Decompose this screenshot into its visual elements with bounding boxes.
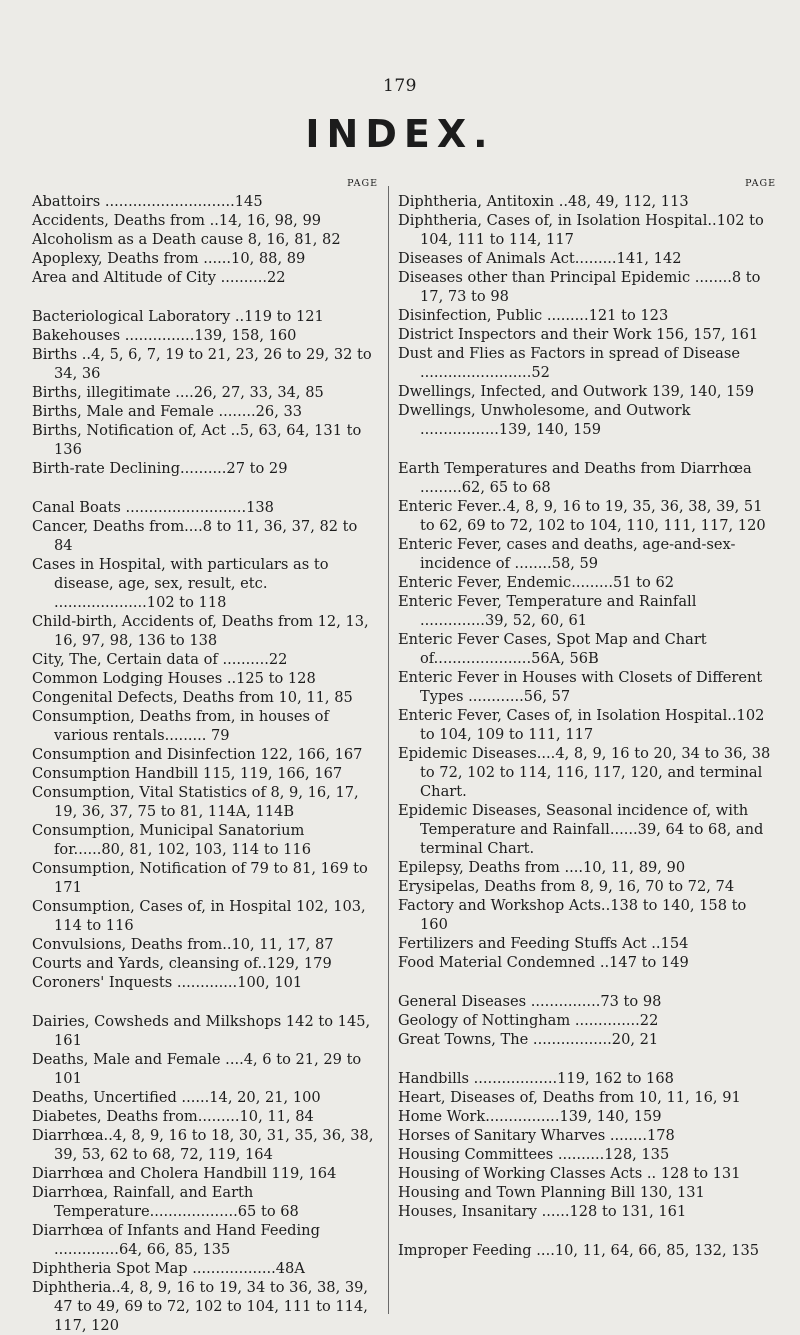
index-entry: Diphtheria, Cases of, in Isolation Hospital..102 to 104, 111 to 114, 117 xyxy=(398,212,764,248)
index-entry: Great Towns, The .................20, 21 xyxy=(398,1031,659,1048)
letter-group xyxy=(398,1241,776,1260)
letter-group-gap xyxy=(398,972,776,992)
letter-group-gap xyxy=(398,1049,776,1069)
letter-group-gap xyxy=(32,287,378,307)
index-entry: Births, Notification of, Act ..5, 63, 64, 131 to 136 xyxy=(32,422,362,458)
index-entry: Disinfection, Public .........121 to 123 xyxy=(398,307,669,324)
letter-group xyxy=(398,1069,776,1221)
letter-group xyxy=(32,192,378,287)
index-entry: Diarrhœa of Infants and Hand Feeding ..............64, 66, 85, 135 xyxy=(32,1222,320,1258)
index-entry: Housing of Working Classes Acts .. 128 to 131 xyxy=(398,1165,741,1182)
index-entry: City, The, Certain data of ..........22 xyxy=(32,651,288,668)
index-entry: Enteric Fever..4, 8, 9, 16 to 19, 35, 36, 38, 39, 51 to 62, 69 to 72, 102 to 104, 110, 111, 117, 120 xyxy=(398,498,766,534)
letter-group-gap xyxy=(32,478,378,498)
index-entry: Diseases of Animals Act.........141, 142 xyxy=(398,250,682,267)
index-entry: Horses of Sanitary Wharves ........178 xyxy=(398,1127,675,1144)
index-entry: Enteric Fever, cases and deaths, age-and-sex-incidence of ........58, 59 xyxy=(398,536,736,572)
index-entry: Dwellings, Infected, and Outwork 139, 140, 159 xyxy=(398,383,755,400)
index-entry: Housing Committees ..........128, 135 xyxy=(398,1146,670,1163)
letter-group-gap xyxy=(398,439,776,459)
index-entry: Factory and Workshop Acts..138 to 140, 158 to 160 xyxy=(398,897,747,933)
index-entry: Enteric Fever, Cases of, in Isolation Hospital..102 to 104, 109 to 111, 117 xyxy=(398,707,765,743)
index-entry: Diarrhœa..4, 8, 9, 16 to 18, 30, 31, 35, 36, 38, 39, 53, 62 to 68, 72, 119, 164 xyxy=(32,1127,374,1163)
page-number: 179 xyxy=(383,76,417,96)
index-entry: Handbills ..................119, 162 to 168 xyxy=(398,1070,674,1087)
index-entry: Improper Feeding ....10, 11, 64, 66, 85, 132, 135 xyxy=(398,1242,760,1259)
right-index-column xyxy=(398,178,776,1260)
left-index-column xyxy=(32,178,378,1335)
page-column-heading: PAGE xyxy=(745,178,776,189)
index-entry: Diarrhœa, Rainfall, and Earth Temperature...................65 to 68 xyxy=(32,1184,299,1220)
index-entry: Fertilizers and Feeding Stuffs Act ..154 xyxy=(398,935,689,952)
index-entry: Births ..4, 5, 6, 7, 19 to 21, 23, 26 to 29, 32 to 34, 36 xyxy=(32,346,372,382)
index-entry: Consumption, Municipal Sanatorium for......80, 81, 102, 103, 114 to 116 xyxy=(32,822,311,858)
index-entry: Enteric Fever, Endemic.........51 to 62 xyxy=(398,574,675,591)
index-entry: Diphtheria, Antitoxin ..48, 49, 112, 113 xyxy=(398,193,689,210)
index-entry: Dust and Flies as Factors in spread of Disease ........................52 xyxy=(398,345,740,381)
index-entry: Consumption, Notification of 79 to 81, 169 to 171 xyxy=(32,860,368,896)
right-entry-groups xyxy=(398,192,776,1260)
index-entry: Consumption, Cases of, in Hospital 102, 103, 114 to 116 xyxy=(32,898,366,934)
index-entry: Dairies, Cowsheds and Milkshops 142 to 145, 161 xyxy=(32,1013,371,1049)
index-entry: Enteric Fever Cases, Spot Map and Chart of.....................56A, 56B xyxy=(398,631,707,667)
index-entry: Epidemic Diseases....4, 8, 9, 16 to 20, 34 to 36, 38 to 72, 102 to 114, 116, 117, 120, and terminal Chart. xyxy=(398,745,771,800)
index-entry: Canal Boats ..........................138 xyxy=(32,499,274,516)
index-entry: Food Material Condemned ..147 to 149 xyxy=(398,954,689,971)
index-entry: Child-birth, Accidents of, Deaths from 12, 13, 16, 97, 98, 136 to 138 xyxy=(32,613,369,649)
column-divider xyxy=(388,186,389,1314)
letter-group-gap xyxy=(398,1221,776,1241)
index-entry: Courts and Yards, cleansing of..129, 179 xyxy=(32,955,332,972)
index-entry: Consumption Handbill 115, 119, 166, 167 xyxy=(32,765,343,782)
index-entry: Alcoholism as a Death cause 8, 16, 81, 82 xyxy=(32,231,341,248)
index-entry: Consumption and Disinfection 122, 166, 167 xyxy=(32,746,363,763)
letter-group xyxy=(32,307,378,478)
index-entry: Enteric Fever, Temperature and Rainfall ..............39, 52, 60, 61 xyxy=(398,593,697,629)
index-entry: Births, illegitimate ....26, 27, 33, 34, 85 xyxy=(32,384,324,401)
index-entry: Earth Temperatures and Deaths from Diarrhœa .........62, 65 to 68 xyxy=(398,460,752,496)
index-entry: Home Work................139, 140, 159 xyxy=(398,1108,662,1125)
index-entry: Diphtheria..4, 8, 9, 16 to 19, 34 to 36, 38, 39, 47 to 49, 69 to 72, 102 to 104, 111 to 114, 117, 120 xyxy=(32,1279,369,1334)
index-entry: Apoplexy, Deaths from ......10, 88, 89 xyxy=(32,250,306,267)
index-entry: Diphtheria Spot Map ..................48A xyxy=(32,1260,305,1277)
index-entry: Common Lodging Houses ..125 to 128 xyxy=(32,670,316,687)
index-title: INDEX. xyxy=(305,112,495,156)
letter-group xyxy=(398,992,776,1049)
index-entry: Diseases other than Principal Epidemic ........8 to 17, 73 to 98 xyxy=(398,269,761,305)
index-entry: Coroners' Inquests .............100, 101 xyxy=(32,974,303,991)
index-entry: Epilepsy, Deaths from ....10, 11, 89, 90 xyxy=(398,859,686,876)
index-entry: Accidents, Deaths from ..14, 16, 98, 99 xyxy=(32,212,322,229)
letter-group xyxy=(398,459,776,972)
index-entry: Convulsions, Deaths from..10, 11, 17, 87 xyxy=(32,936,334,953)
index-entry: Geology of Nottingham ..............22 xyxy=(398,1012,659,1029)
index-entry: Births, Male and Female ........26, 33 xyxy=(32,403,303,420)
index-entry: Consumption, Deaths from, in houses of various rentals......... 79 xyxy=(32,708,329,744)
index-entry: Deaths, Uncertified ......14, 20, 21, 100 xyxy=(32,1089,321,1106)
index-entry: District Inspectors and their Work 156, 157, 161 xyxy=(398,326,759,343)
index-entry: Consumption, Vital Statistics of 8, 9, 16, 17, 19, 36, 37, 75 to 81, 114A, 114B xyxy=(32,784,359,820)
index-entry: Diarrhœa and Cholera Handbill 119, 164 xyxy=(32,1165,337,1182)
index-entry: Erysipelas, Deaths from 8, 9, 16, 70 to 72, 74 xyxy=(398,878,735,895)
index-entry: Deaths, Male and Female ....4, 6 to 21, 29 to 101 xyxy=(32,1051,362,1087)
index-entry: Housing and Town Planning Bill 130, 131 xyxy=(398,1184,705,1201)
letter-group xyxy=(32,498,378,992)
index-entry: Diabetes, Deaths from.........10, 11, 84 xyxy=(32,1108,314,1125)
index-entry: Dwellings, Unwholesome, and Outwork .................139, 140, 159 xyxy=(398,402,691,438)
index-entry: Birth-rate Declining..........27 to 29 xyxy=(32,460,288,477)
index-entry: General Diseases ...............73 to 98 xyxy=(398,993,662,1010)
index-entry: Bakehouses ...............139, 158, 160 xyxy=(32,327,297,344)
index-entry: Cancer, Deaths from....8 to 11, 36, 37, 82 to 84 xyxy=(32,518,358,554)
index-entry: Congenital Defects, Deaths from 10, 11, 85 xyxy=(32,689,353,706)
page-column-heading: PAGE xyxy=(347,178,378,189)
letter-group xyxy=(32,1012,378,1335)
index-entry: Area and Altitude of City ..........22 xyxy=(32,269,286,286)
index-entry: Epidemic Diseases, Seasonal incidence of, with Temperature and Rainfall......39, 64 to 68, and terminal Chart. xyxy=(398,802,764,857)
index-entry: Abattoirs ............................145 xyxy=(32,193,263,210)
left-entry-groups xyxy=(32,192,378,1335)
index-entry: Houses, Insanitary ......128 to 131, 161 xyxy=(398,1203,687,1220)
index-entry: Cases in Hospital, with particulars as to disease, age, sex, result, etc. ....................102 to 118 xyxy=(32,556,329,611)
letter-group xyxy=(398,192,776,439)
index-entry: Bacteriological Laboratory ..119 to 121 xyxy=(32,308,324,325)
letter-group-gap xyxy=(32,992,378,1012)
index-entry: Enteric Fever in Houses with Closets of Different Types ............56, 57 xyxy=(398,669,763,705)
index-entry: Heart, Diseases of, Deaths from 10, 11, 16, 91 xyxy=(398,1089,741,1106)
